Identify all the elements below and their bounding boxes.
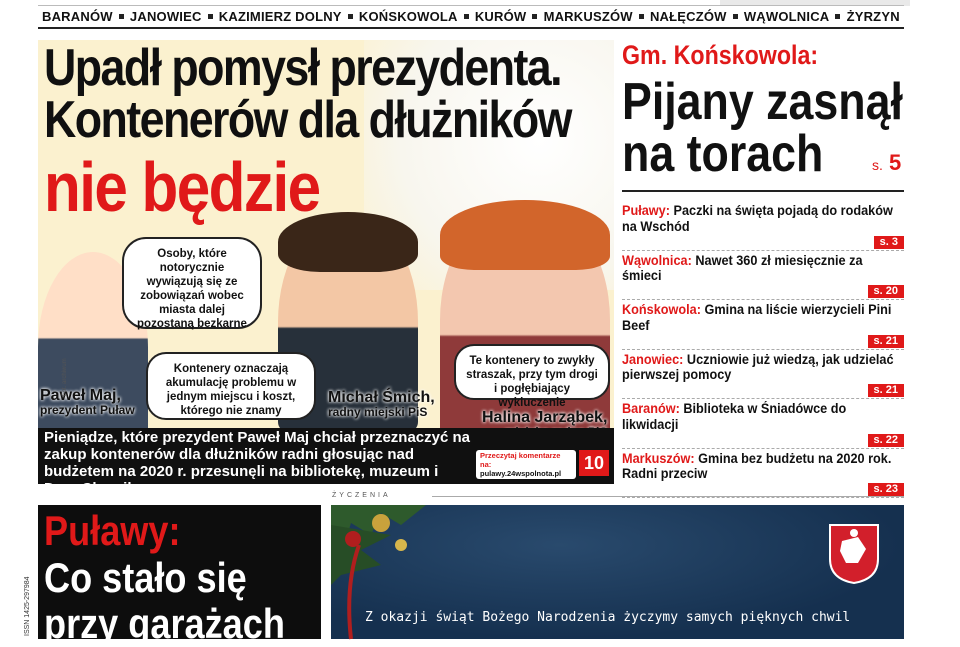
side-story-place: Gm. Końskowola: (622, 40, 819, 70)
caption-name: Michał Śmich, (328, 389, 435, 406)
news-title: Gmina bez budżetu na 2020 rok. Radni przeciw (622, 450, 892, 481)
caption-name: Paweł Maj, (40, 387, 121, 404)
caption-role: prezydent Puław (40, 403, 135, 417)
lower-story[interactable] (38, 505, 321, 647)
pulawy-crest-icon (828, 523, 880, 585)
comment-box[interactable] (476, 450, 576, 479)
comment-label: Przeczytaj komentarze na: (480, 451, 561, 469)
nav-separator (639, 14, 644, 19)
news-title: Biblioteka w Śniadówce do likwidacji (622, 401, 847, 432)
nav-separator (733, 14, 738, 19)
page-prefix: s. (872, 157, 883, 173)
nav-item-naleczow[interactable]: NAŁĘCZÓW (649, 9, 727, 24)
nav-separator (348, 14, 353, 19)
speech-bubble-3: Te kontenery to zwykły straszak, przy tym drogi i pogłębiający wykluczenie (454, 344, 610, 400)
caption-pawel-maj (40, 388, 135, 417)
nav-item-markuszow[interactable]: MARKUSZÓW (543, 9, 633, 24)
news-text (622, 352, 904, 383)
news-place: Końskowola: (622, 302, 701, 317)
ad-section-label: ŻYCZENIA (332, 492, 391, 499)
lower-story-headline (44, 555, 285, 647)
nav-separator (208, 14, 213, 19)
news-text (622, 451, 904, 482)
caption-michal-smich (328, 390, 435, 419)
nav-item-wawolnica[interactable]: WĄWOLNICA (743, 9, 830, 24)
news-place: Janowiec: (622, 351, 684, 367)
speech-bubble-2: Kontenery oznaczają akumulację problemu w jednym miejscu i koszt, którego nie znamy (146, 352, 316, 420)
news-text (622, 203, 904, 234)
lead-headline-line1: Upadł pomysł prezydenta. (44, 39, 562, 97)
divider (622, 190, 904, 192)
news-text (622, 253, 904, 284)
nav-item-konskowola[interactable]: KOŃSKOWOLA (358, 9, 458, 24)
news-place: Wąwolnica: (622, 252, 692, 268)
news-place: Baranów: (622, 401, 680, 416)
ad-greeting-text: Z okazji świąt Bożego Narodzenia życzymy samych pięknych chwil (365, 610, 851, 625)
lead-summary: Pieniądze, które prezydent Paweł Maj chciał przeznaczyć na zakup kontenerów dla dłużników radni głosując nad budżetem na 2020 r. przesunęli na bibliotekę, muzeum i Dom Chemika. (44, 429, 470, 497)
page-number: 5 (889, 150, 902, 175)
christmas-greeting-ad[interactable] (331, 505, 904, 639)
caption-role: radny miejski PiS (328, 405, 428, 419)
news-place: Puławy: (622, 203, 670, 218)
news-title: Gmina na liście wierzycieli Pini Beef (622, 302, 892, 333)
photo-credit: Fot. archiwum (62, 358, 68, 396)
news-page-badge: s. 20 (868, 285, 904, 298)
speech-bubble-1: Osoby, które notorycznie wywiązują się ze zobowiązań wobec miasta dalej pozostaną bezkarne (122, 237, 262, 329)
nav-item-janowiec[interactable]: JANOWIEC (129, 9, 202, 24)
lower-story-place: Puławy: (44, 507, 181, 554)
nav-separator (835, 14, 840, 19)
nav-item-baranow[interactable]: BARANÓW (42, 9, 113, 24)
news-title: Nawet 360 zł miesięcznie za śmieci (622, 252, 863, 283)
news-page-badge: s. 23 (868, 483, 904, 496)
news-title: Paczki na święta pojadą do rodaków na Wschód (622, 203, 893, 234)
news-item[interactable] (622, 300, 904, 350)
hair-shape (440, 200, 610, 270)
nav-item-kurow[interactable]: KURÓW (474, 9, 527, 24)
news-text (622, 302, 904, 333)
hair-shape (278, 212, 418, 272)
side-code: ISSN 1425-297984 (24, 576, 31, 636)
side-headline-line2: na torach (622, 125, 824, 183)
nav-separator (464, 14, 469, 19)
news-item[interactable] (622, 350, 904, 400)
news-page-badge: s. 21 (868, 335, 904, 348)
lead-page-number: 10 (579, 450, 609, 476)
news-title: Uczniowie już wiedzą, jak udzielać pierwszej pomocy (622, 351, 894, 382)
nav-separator (119, 14, 124, 19)
town-navigation (38, 5, 904, 29)
news-item[interactable] (622, 399, 904, 449)
side-story-headline[interactable] (622, 73, 903, 183)
lead-headline-line3: nie będzie (44, 148, 320, 226)
news-page-badge: s. 3 (874, 236, 904, 249)
comment-url[interactable]: pulawy.24wspolnota.pl (480, 469, 562, 478)
nav-item-kazimierz-dolny[interactable]: KAZIMIERZ DOLNY (218, 9, 342, 24)
news-item[interactable] (622, 251, 904, 301)
divider (432, 496, 904, 497)
lower-headline-line2: przy garażach (44, 600, 285, 647)
lower-headline-line1: Co stało się (44, 554, 247, 601)
news-page-badge: s. 21 (868, 384, 904, 397)
news-text (622, 401, 904, 432)
side-headline-line1: Pijany zasnął (622, 73, 903, 131)
news-page-badge: s. 22 (868, 434, 904, 447)
lead-headline-line2: Kontenerów dla dłużników (44, 91, 571, 149)
caption-name: Halina Jarząbek, (482, 409, 608, 426)
nav-item-zyrzyn[interactable]: ŻYRZYN (846, 9, 900, 24)
side-story-page (872, 150, 901, 176)
news-item[interactable] (622, 449, 904, 499)
news-place: Markuszów: (622, 450, 695, 466)
news-item[interactable] (622, 201, 904, 251)
news-list (622, 201, 904, 498)
nav-separator (532, 14, 537, 19)
